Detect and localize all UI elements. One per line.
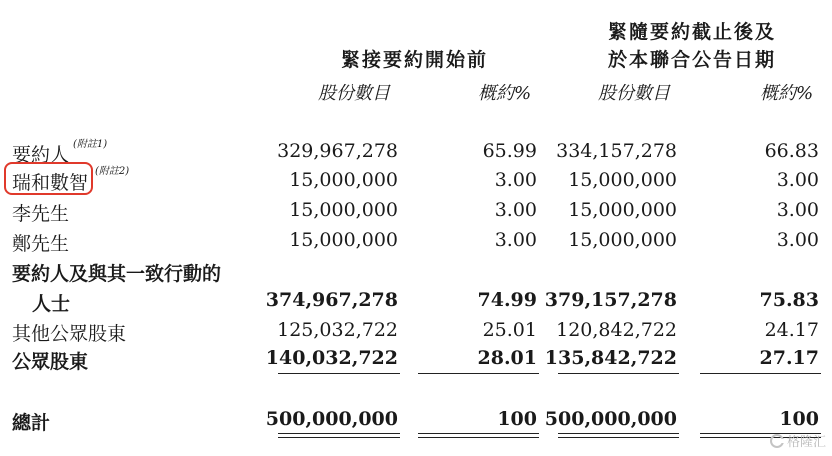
row-label-continuation: 人士 [32,293,71,315]
shares-after: 379,157,278 [544,289,677,311]
row-label: 鄭先生 [12,233,70,255]
subheader-shares-before: 股份數目 [318,83,390,104]
subheader-percent-after: 概約% [760,83,814,104]
pct-after: 3.00 [776,229,819,251]
footnote-ref: (附註1) [73,139,108,150]
header-after-line1: 緊隨要約截止後及 [608,21,777,43]
total-pct-before: 100 [497,408,537,430]
pct-before: 65.99 [482,140,537,162]
pct-before: 28.01 [477,347,537,369]
pct-before: 3.00 [494,199,537,221]
shares-before: 15,000,000 [289,229,398,251]
footnote-ref: (附註2) [95,166,130,177]
shares-before: 15,000,000 [289,169,398,191]
pct-before: 25.01 [482,319,537,341]
row-label: 瑞和數智 [12,172,89,194]
total-double-rule [418,433,539,438]
shares-before: 15,000,000 [289,199,398,221]
total-double-rule [558,433,679,438]
shares-after: 120,842,722 [556,319,677,341]
row-label: 要約人 [12,144,70,166]
pct-after: 3.00 [776,199,819,221]
shares-after: 15,000,000 [568,199,677,221]
header-after-line2: 於本聯合公告日期 [608,49,777,71]
shares-after: 15,000,000 [568,169,677,191]
subtotal-rule [558,373,679,374]
total-pct-after: 100 [779,408,819,430]
pct-after: 27.17 [759,347,819,369]
pct-after: 3.00 [776,169,819,191]
pct-after: 24.17 [764,319,819,341]
pct-before: 74.99 [477,289,537,311]
row-label: 公眾股東 [12,351,89,373]
total-double-rule [278,433,400,438]
subheader-shares-after: 股份數目 [598,83,670,104]
total-shares-after: 500,000,000 [544,408,677,430]
row-label: 李先生 [12,203,70,225]
shares-before: 329,967,278 [277,140,398,162]
gelonghui-logo-icon [770,434,784,448]
shares-after: 334,157,278 [556,140,677,162]
total-label: 總計 [12,412,51,434]
header-before: 緊接要約開始前 [341,49,489,71]
shares-before: 374,967,278 [265,289,398,311]
subtotal-rule [418,373,539,374]
row-label: 要約人及與其一致行動的 [12,263,222,285]
watermark [770,431,826,450]
pct-after: 75.83 [759,289,819,311]
subheader-percent-before: 概約% [478,83,532,104]
watermark-text: 格隆汇 [786,435,826,450]
pct-before: 3.00 [494,169,537,191]
subtotal-rule [700,373,821,374]
pct-before: 3.00 [494,229,537,251]
subtotal-rule [278,373,400,374]
pct-after: 66.83 [764,140,819,162]
row-label: 其他公眾股東 [12,323,127,345]
shares-after: 135,842,722 [544,347,677,369]
shares-after: 15,000,000 [568,229,677,251]
shares-before: 140,032,722 [265,347,398,369]
total-shares-before: 500,000,000 [265,408,398,430]
shares-before: 125,032,722 [277,319,398,341]
